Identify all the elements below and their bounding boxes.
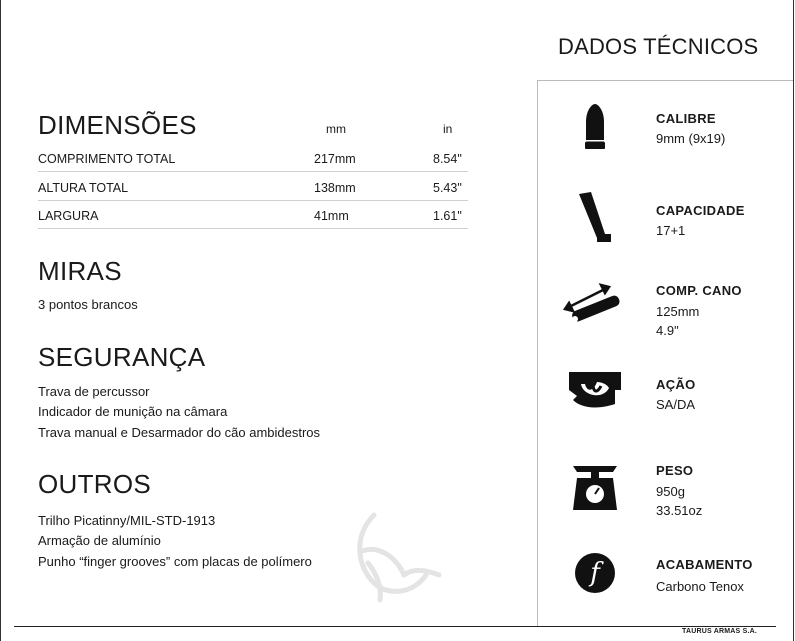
- miras-title: MIRAS: [38, 256, 122, 286]
- spec-calibre: [538, 91, 794, 181]
- spec-comp-cano: [538, 271, 794, 361]
- spec-label: PESO: [656, 463, 694, 478]
- footer-company: TAURUS ARMAS S.A.: [682, 628, 757, 635]
- outros-item: Armação de alumínio: [38, 533, 161, 548]
- seguranca-title: SEGURANÇA: [38, 342, 206, 372]
- spec-value: 125mm: [656, 304, 700, 319]
- dimension-name: ALTURA TOTAL: [38, 181, 129, 195]
- spec-value: 33.51oz: [656, 503, 703, 518]
- finish-icon: [558, 543, 632, 603]
- spec-peso: [538, 451, 794, 541]
- dimension-in: 1.61": [433, 209, 462, 223]
- magazine-icon: [558, 187, 632, 247]
- spec-label: COMP. CANO: [656, 283, 742, 298]
- spec-value: SA/DA: [656, 397, 696, 412]
- bull-logo-watermark: [344, 505, 444, 610]
- spec-value: 17+1: [656, 223, 686, 238]
- miras-item: 3 pontos brancos: [38, 297, 138, 312]
- dimension-row: [38, 200, 468, 229]
- spec-value: 9mm (9x19): [656, 131, 726, 146]
- barrel-icon: [556, 271, 634, 331]
- specs-panel: [537, 80, 793, 626]
- spec-label: CAPACIDADE: [656, 203, 745, 218]
- bullet-icon: [558, 97, 632, 157]
- spec-capacidade: [538, 181, 794, 271]
- dimensions-title: DIMENSÕES: [38, 110, 197, 140]
- seguranca-item: Trava manual e Desarmador do cão ambidestros: [38, 425, 321, 440]
- seguranca-item: Indicador de munição na câmara: [38, 404, 228, 419]
- spec-value: 950g: [656, 484, 685, 499]
- dimension-in: 8.54": [433, 152, 462, 166]
- dimension-row: [38, 172, 468, 201]
- seguranca-item: Trava de percussor: [38, 384, 150, 399]
- dimension-name: COMPRIMENTO TOTAL: [38, 152, 176, 166]
- trigger-icon: [558, 361, 632, 421]
- dimension-mm: 41mm: [314, 209, 349, 223]
- specs-title: DADOS TÉCNICOS: [558, 34, 759, 59]
- outros-item: Punho “finger grooves” com placas de polímero: [38, 554, 312, 569]
- spec-value: 4.9": [656, 323, 679, 338]
- finish-glyph: f: [575, 553, 615, 593]
- spec-label: AÇÃO: [656, 377, 696, 392]
- scale-icon: [558, 457, 632, 517]
- outros-title: OUTROS: [38, 469, 152, 499]
- column-header-in: in: [443, 122, 453, 136]
- spec-label: CALIBRE: [656, 111, 716, 126]
- dimension-mm: 138mm: [314, 181, 356, 195]
- spec-acabamento: [538, 541, 794, 631]
- spec-value: Carbono Tenox: [656, 579, 744, 594]
- dimension-in: 5.43": [433, 181, 462, 195]
- bottom-rule: [14, 626, 776, 627]
- dimension-mm: 217mm: [314, 152, 356, 166]
- outros-item: Trilho Picatinny/MIL-STD-1913: [38, 513, 216, 528]
- page-border-left: [0, 0, 1, 641]
- spec-label: ACABAMENTO: [656, 557, 753, 572]
- column-header-mm: mm: [326, 122, 346, 136]
- dimension-row: [38, 143, 468, 172]
- dimension-name: LARGURA: [38, 209, 99, 223]
- spec-acao: [538, 361, 794, 451]
